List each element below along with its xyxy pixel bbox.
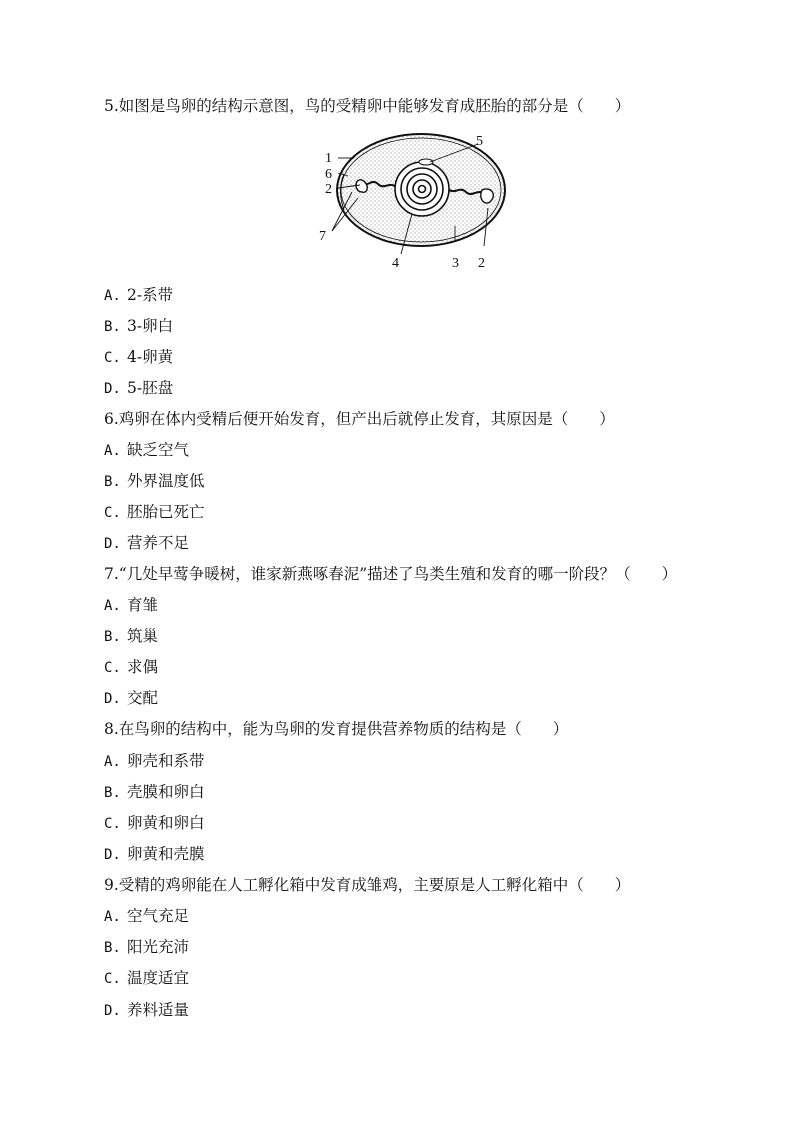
q9-option-a[interactable]: A. 空气充足 [104,907,190,925]
q5-option-d[interactable]: D. 5-胚盘 [104,379,174,397]
label-3: 3 [452,256,459,270]
q6-option-d[interactable]: D. 营养不足 [104,534,190,552]
label-4: 4 [392,256,399,270]
egg-structure-diagram [318,128,514,270]
q8-option-a[interactable]: A. 卵壳和系带 [104,752,205,770]
question-6-stem: 6.鸡卵在体内受精后便开始发育，但产出后就停止发育，其原因是（ ） [104,410,615,428]
q7-option-a[interactable]: A. 育雏 [104,596,159,614]
q7-option-c[interactable]: C. 求偶 [104,658,159,676]
question-7-stem: 7.“几处早莺争暖树，谁家新燕啄春泥”描述了鸟类生殖和发育的哪一阶段？（ ） [104,565,678,583]
label-5: 5 [476,134,483,149]
label-2-left: 2 [325,182,332,197]
question-9-stem: 9.受精的鸡卵能在人工孵化箱中发育成雏鸡，主要原是人工孵化箱中（ ） [104,876,631,894]
q5-option-b[interactable]: B. 3-卵白 [104,317,174,335]
q6-option-b[interactable]: B. 外界温度低 [104,472,205,490]
q9-option-d[interactable]: D. 养料适量 [104,1001,190,1019]
label-6: 6 [325,167,332,182]
label-2-right: 2 [478,256,485,270]
label-1: 1 [325,151,332,166]
q8-option-c[interactable]: C. 卵黄和卵白 [104,814,205,832]
q9-option-b[interactable]: B. 阳光充沛 [104,938,190,956]
egg-diagram-svg [318,128,514,270]
q9-option-c[interactable]: C. 温度适宜 [104,969,190,987]
question-5-stem: 5.如图是鸟卵的结构示意图，鸟的受精卵中能够发育成胚胎的部分是（ ） [104,97,631,115]
question-8-stem: 8.在鸟卵的结构中，能为鸟卵的发育提供营养物质的结构是（ ） [104,720,569,738]
q8-option-b[interactable]: B. 壳膜和卵白 [104,783,205,801]
q8-option-d[interactable]: D. 卵黄和壳膜 [104,845,205,863]
label-7: 7 [319,229,326,244]
q7-option-d[interactable]: D. 交配 [104,689,159,707]
q7-option-b[interactable]: B. 筑巢 [104,627,159,645]
chalaza-right-end [481,189,494,203]
q6-option-c[interactable]: C. 胚胎已死亡 [104,503,205,521]
yolk-rings [395,162,449,216]
q5-option-a[interactable]: A. 2-系带 [104,286,174,304]
q6-option-a[interactable]: A. 缺乏空气 [104,441,190,459]
chalaza-left-end [356,180,367,192]
q5-option-c[interactable]: C. 4-卵黄 [104,348,174,366]
